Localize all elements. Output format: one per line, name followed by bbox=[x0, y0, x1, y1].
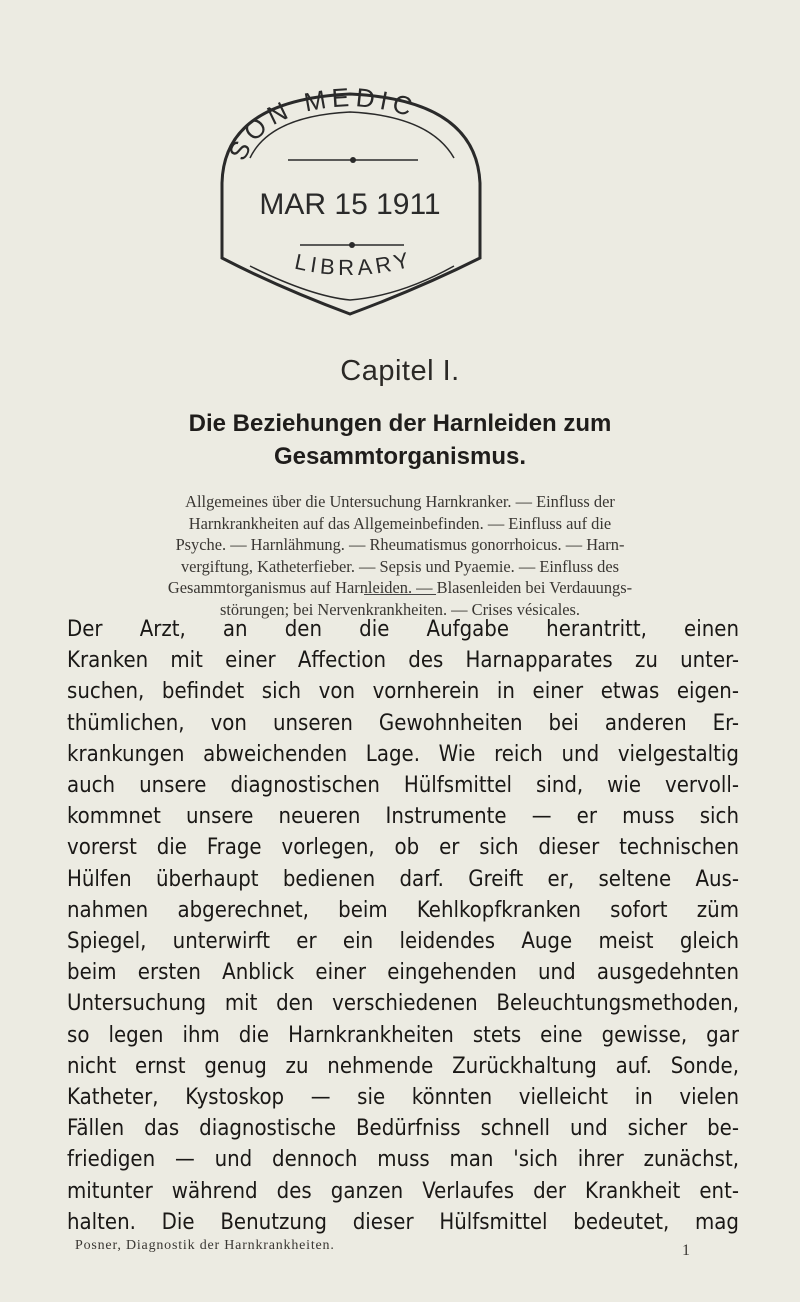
body-line: krankungen abweichenden Lage. Wie reich und vielgestaltig bbox=[67, 741, 739, 767]
stamp-bottom-text bbox=[293, 246, 416, 280]
body-line: Fällen das diagnostische Bedürfniss schnell und sicher be- bbox=[67, 1116, 739, 1142]
stamp-date: MAR 15 1911 bbox=[259, 188, 441, 221]
body-line: Der Arzt, an den die Aufgabe herantritt, einen bbox=[67, 617, 739, 642]
chapter-heading: Capitel I. bbox=[340, 355, 460, 387]
summary-line: Harnkrankheiten auf das Allgemeinbefinden. — Einfluss auf die bbox=[188, 513, 612, 533]
body-line: thümlichen, von unseren Gewohnheiten bei anderen Er- bbox=[67, 710, 739, 736]
body-line: nahmen abgerechnet, beim Kehlkopfkranken sofort züm bbox=[67, 897, 739, 923]
body-line: mitunter während des ganzen Verlaufes der Krankheit ent- bbox=[67, 1178, 739, 1204]
signature-line: Posner, Diagnostik der Harnkrankheiten. bbox=[75, 1238, 335, 1253]
summary-line: Psyche. — Harnlähmung. — Rheumatismus gonorrhoicus. — Harn- bbox=[175, 535, 625, 554]
stamp-bottom-text-path: LIBRARY bbox=[292, 246, 416, 281]
stamp-ornament-top bbox=[350, 157, 356, 163]
summary-line: störungen; bei Nervenkrankheiten. — Crises vésicales. bbox=[219, 599, 581, 619]
stamp-arc-text bbox=[222, 88, 420, 165]
chapter-title bbox=[60, 407, 740, 473]
body-line: Spiegel, unterwirft er ein leidendes Auge meist gleich bbox=[67, 929, 739, 955]
summary-line: vergiftung, Katheterfieber. — Sepsis und Pyaemie. — Einfluss des bbox=[180, 556, 620, 576]
page-footer bbox=[75, 1238, 735, 1259]
body-line: friedigen — und dennoch muss man 'sich ihrer zunächst, bbox=[67, 1147, 739, 1173]
stamp-arc-text-path: SON MEDIC bbox=[222, 88, 421, 166]
sheet-number: 1 bbox=[682, 1242, 690, 1259]
body-line: suchen, befindet sich von vornherein in einer etwas eigen- bbox=[67, 679, 739, 705]
section-divider bbox=[364, 594, 436, 595]
body-line: beim ersten Anblick einer eingehenden und ausgedehnten bbox=[67, 960, 739, 986]
body-paragraph bbox=[67, 614, 739, 1238]
library-stamp bbox=[210, 88, 490, 318]
body-line: Kranken mit einer Affection des Harnapparates zu unter- bbox=[67, 648, 739, 674]
body-line: nicht ernst genug zu nehmende Zurückhaltung auf. Sonde, bbox=[67, 1053, 739, 1079]
body-line: Hülfen überhaupt bedienen darf. Greift er, seltene Aus- bbox=[67, 866, 739, 892]
summary-line: Allgemeines über die Untersuchung Harnkranker. — Einfluss der bbox=[185, 492, 615, 511]
body-line: kommnet unsere neueren Instrumente — er muss sich bbox=[67, 804, 739, 830]
library-stamp-graphic bbox=[210, 88, 490, 318]
summary-line: Gesammtorganismus auf Harnleiden. — Blasenleiden bei Verdauungs- bbox=[167, 578, 633, 597]
body-line: so legen ihm die Harnkrankheiten stets eine gewisse, gar bbox=[67, 1022, 739, 1048]
body-line: vorerst die Frage vorlegen, ob er sich dieser technischen bbox=[67, 835, 739, 861]
chapter-summary bbox=[66, 491, 734, 620]
chapter-title-line: Die Beziehungen der Harnleiden zum bbox=[188, 410, 612, 437]
body-line: Untersuchung mit den verschiedenen Beleuchtungsmethoden, bbox=[67, 991, 739, 1017]
body-line: Katheter, Kystoskop — sie könnten vielleicht in vielen bbox=[67, 1085, 739, 1111]
body-line: auch unsere diagnostischen Hülfsmittel sind, wie vervoll- bbox=[67, 773, 739, 799]
chapter-title-line: Gesammtorganismus. bbox=[273, 443, 527, 470]
body-line: halten. Die Benutzung dieser Hülfsmittel bedeutet, mag bbox=[67, 1209, 739, 1235]
stamp-ornament-bottom bbox=[349, 242, 355, 248]
